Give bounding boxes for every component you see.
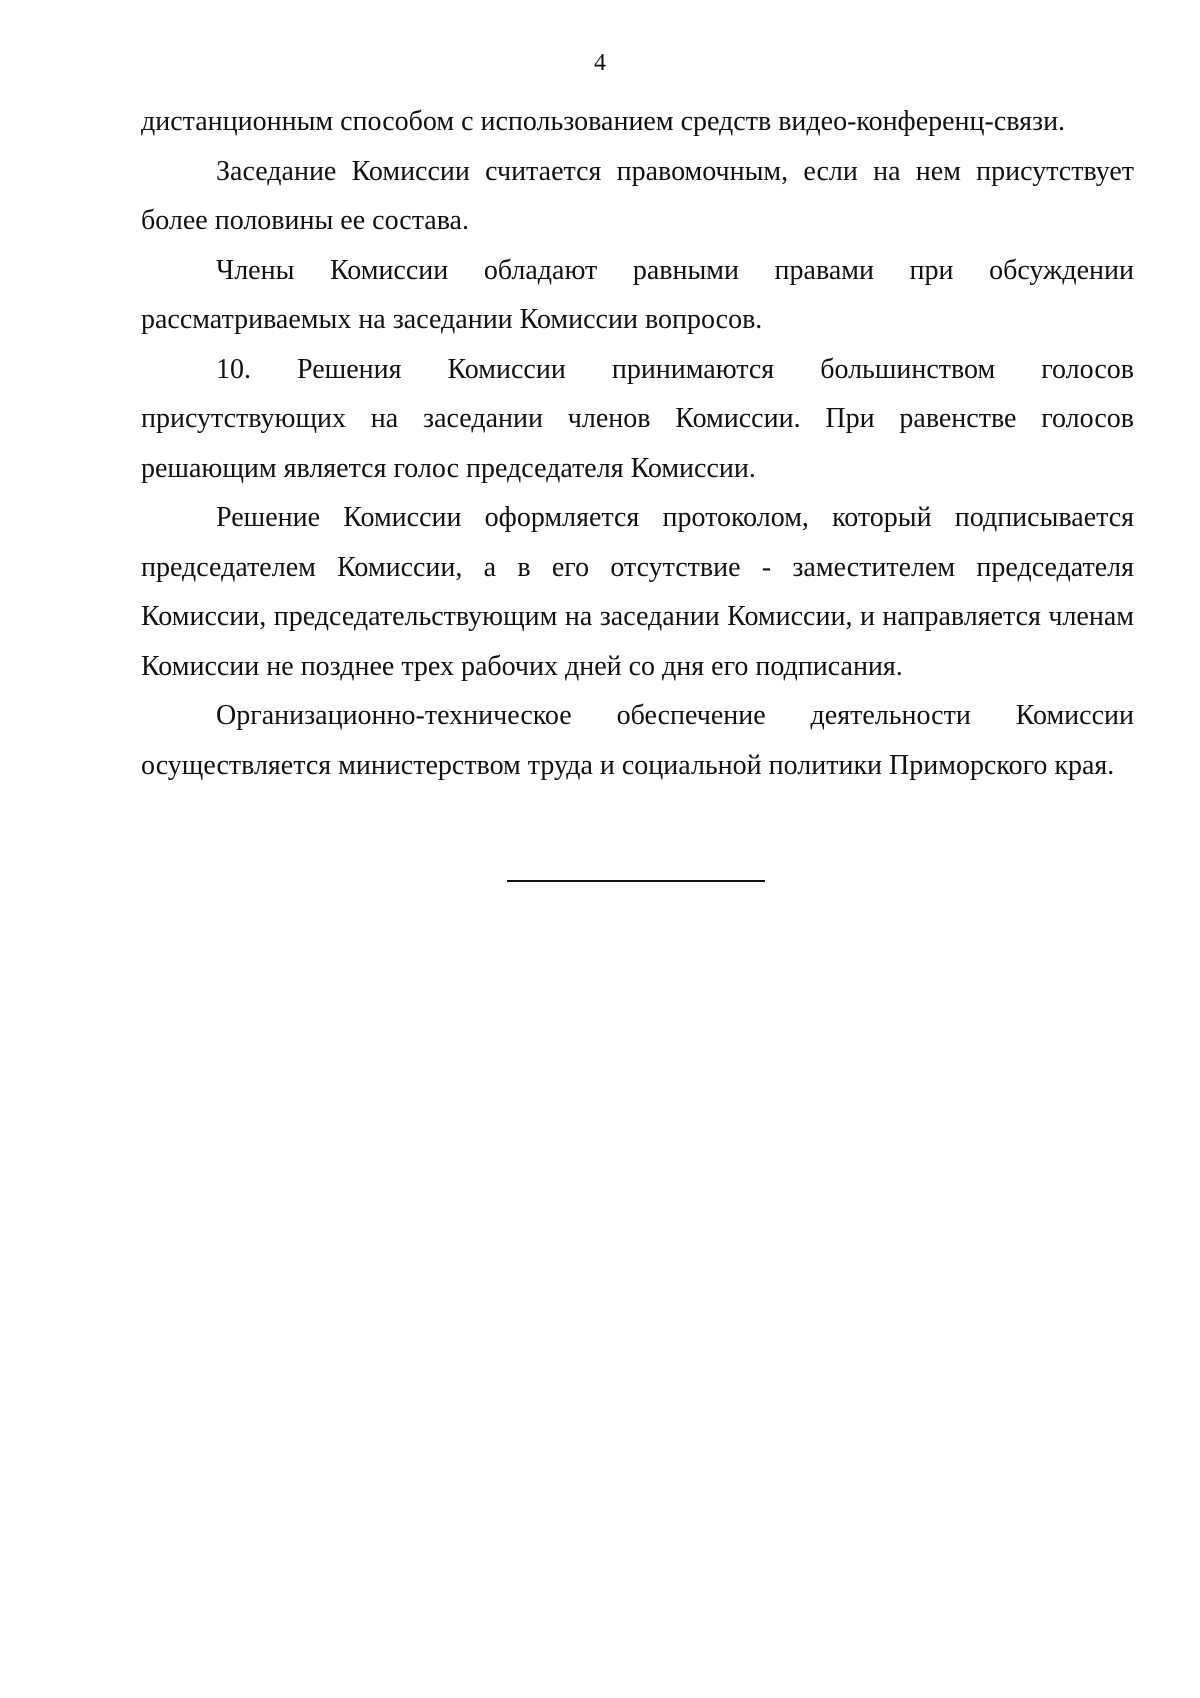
- paragraph-protocol: Решение Комиссии оформляется протоколом, который подписывается председателем Комиссии, а в его отсутствие - заместителем председателя Комиссии, председательствующим на заседании Комиссии, и направляется членам Комиссии не позднее трех рабочих дней со дня его подписания.: [141, 502, 1134, 682]
- paragraph-organizational-support: Организационно-техническое обеспечение деятельности Комиссии осуществляется министерством труда и социальной политики Приморского края.: [141, 700, 1134, 781]
- paragraph-decisions: 10. Решения Комиссии принимаются большинством голосов присутствующих на заседании членов Комиссии. При равенстве голосов решающим является голос председателя Комиссии.: [141, 353, 1134, 484]
- end-of-document-line: [507, 880, 765, 882]
- paragraph-equal-rights: Члены Комиссии обладают равными правами при обсуждении рассматриваемых на заседании Комиссии вопросов.: [141, 254, 1134, 335]
- paragraph-quorum: Заседание Комиссии считается правомочным, если на нем присутствует более половины ее состава.: [141, 155, 1134, 236]
- page-number: 4: [594, 50, 606, 76]
- paragraph-continuation: дистанционным способом с использованием средств видео-конференц-связи.: [141, 106, 1066, 137]
- document-body: [141, 97, 1134, 790]
